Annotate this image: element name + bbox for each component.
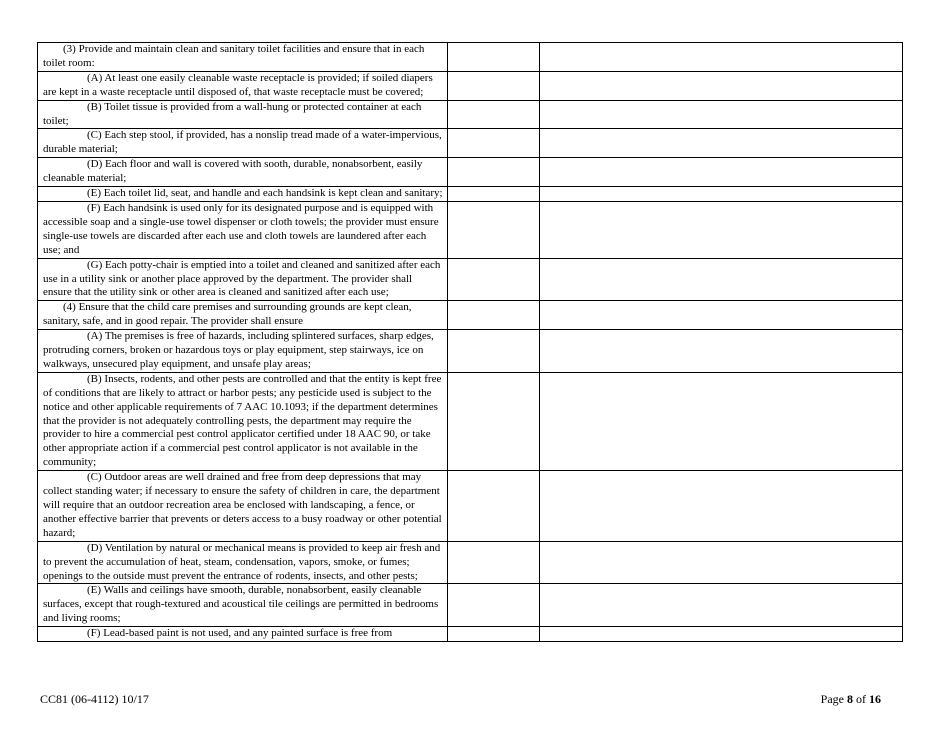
- comments-cell[interactable]: [540, 258, 903, 301]
- table-row: [38, 372, 903, 470]
- requirement-cell: [38, 43, 448, 72]
- requirement-cell: [38, 201, 448, 258]
- compliance-cell[interactable]: [448, 71, 540, 100]
- comments-cell[interactable]: [540, 187, 903, 202]
- comments-cell[interactable]: [540, 584, 903, 627]
- requirement-cell: [38, 541, 448, 584]
- compliance-cell[interactable]: [448, 187, 540, 202]
- compliance-cell[interactable]: [448, 258, 540, 301]
- compliance-cell[interactable]: [448, 471, 540, 542]
- comments-cell[interactable]: [540, 100, 903, 129]
- compliance-cell[interactable]: [448, 541, 540, 584]
- table-row: [38, 471, 903, 542]
- compliance-cell[interactable]: [448, 129, 540, 158]
- table-row: [38, 201, 903, 258]
- requirement-cell: [38, 372, 448, 470]
- requirement-text: (D) Ventilation by natural or mechanical means is provided to keep air fresh and to prevent the accumulation of heat, steam, condensation, vapors, smoke, or fumes; openings to the outside must prevent the entrance of rodents, insects, and other pests;: [43, 541, 441, 582]
- table-row: [38, 541, 903, 584]
- compliance-cell[interactable]: [448, 43, 540, 72]
- comments-cell[interactable]: [540, 372, 903, 470]
- table-row: [38, 258, 903, 301]
- compliance-cell[interactable]: [448, 330, 540, 373]
- compliance-cell[interactable]: [448, 100, 540, 129]
- compliance-cell[interactable]: [448, 584, 540, 627]
- requirement-text: (A) At least one easily cleanable waste receptacle is provided; if soiled diapers are kept in a waste receptacle until disposed of, that waste receptacle must be covered;: [43, 71, 433, 98]
- table-row: [38, 71, 903, 100]
- requirement-cell: [38, 301, 448, 330]
- regulation-table-body: [38, 43, 903, 642]
- comments-cell[interactable]: [540, 158, 903, 187]
- compliance-cell[interactable]: [448, 627, 540, 642]
- form-id: CC81 (06-4112) 10/17: [40, 692, 149, 706]
- table-row: [38, 301, 903, 330]
- comments-cell[interactable]: [540, 627, 903, 642]
- requirement-text: (F) Lead-based paint is not used, and any painted surface is free from: [87, 627, 393, 640]
- compliance-cell[interactable]: [448, 301, 540, 330]
- table-row: [38, 100, 903, 129]
- requirement-text: (E) Walls and ceilings have smooth, durable, nonabsorbent, easily cleanable surfaces, except that rough-textured and acoustical tile ceilings are permitted in bedrooms and living rooms;: [43, 584, 439, 625]
- page-of-label: of: [856, 692, 866, 706]
- requirement-cell: [38, 471, 448, 542]
- table-row: [38, 330, 903, 373]
- requirement-cell: [38, 584, 448, 627]
- requirement-cell: [38, 100, 448, 129]
- requirement-text: (F) Each handsink is used only for its designated purpose and is equipped with accessible soap and a single-use towel dispenser or cloth towels; the provider must ensure single-use towels are discarded after each use and cloth towels are laundered after each use; and: [43, 201, 439, 256]
- page-number: [821, 692, 881, 707]
- page-label: Page: [820, 692, 844, 706]
- comments-cell[interactable]: [540, 201, 903, 258]
- compliance-cell[interactable]: [448, 372, 540, 470]
- requirement-text: (B) Toilet tissue is provided from a wall-hung or protected container at each toilet;: [43, 100, 422, 127]
- table-row: [38, 187, 903, 202]
- requirement-cell: [38, 158, 448, 187]
- requirement-cell: [38, 71, 448, 100]
- requirement-cell: [38, 330, 448, 373]
- table-row: [38, 43, 903, 72]
- requirement-text: (C) Outdoor areas are well drained and free from deep depressions that may collect standing water; if necessary to ensure the safety of children in care, the department will require that an outdoor recreation area be enclosed with landscaping, a fence, or another effective barrier that prevents or deters access to a busy roadway or other potential hazard;: [43, 471, 442, 539]
- requirement-cell: [38, 627, 448, 642]
- requirement-text: (G) Each potty-chair is emptied into a toilet and cleaned and sanitized after each use in a utility sink or another place approved by the department. The provider shall ensure that the utility sink or other area is cleaned and sanitized after each use;: [43, 258, 441, 299]
- comments-cell[interactable]: [540, 71, 903, 100]
- comments-cell[interactable]: [540, 43, 903, 72]
- requirement-text: (B) Insects, rodents, and other pests are controlled and that the entity is kept free of conditions that are likely to attract or harbor pests; any pesticide used is subject to the notice and other applicable requirements of 7 AAC 10.1093; if the department determines that the provider is not adequately controlling pests, the department may require the provider to hire a commercial pest control applicator certified under 18 AAC 90, or take other appropriate action if a commercial pest control applicator is not available in the community;: [43, 372, 442, 469]
- compliance-cell[interactable]: [448, 158, 540, 187]
- page-current: 8: [847, 692, 853, 706]
- requirement-cell: [38, 258, 448, 301]
- requirement-cell: [38, 187, 448, 202]
- requirement-text: (E) Each toilet lid, seat, and handle and each handsink is kept clean and sanitary;: [87, 187, 443, 200]
- requirement-text: (A) The premises is free of hazards, including splintered surfaces, sharp edges, protruding corners, broken or hazardous toys or play equipment, step stairways, ice on walkways, unsecured play equipment, and unsafe play areas;: [43, 330, 434, 370]
- page-total: 16: [869, 692, 881, 706]
- requirement-text: (4) Ensure that the child care premises and surrounding grounds are kept clean, sanitary, safe, and in good repair. The provider shall ensure: [43, 301, 412, 328]
- table-row: [38, 158, 903, 187]
- comments-cell[interactable]: [540, 541, 903, 584]
- table-row: [38, 627, 903, 642]
- comments-cell[interactable]: [540, 330, 903, 373]
- requirement-text: (D) Each floor and wall is covered with sooth, durable, nonabsorbent, easily cleanable material;: [43, 158, 423, 185]
- requirement-cell: [38, 129, 448, 158]
- table-row: [38, 584, 903, 627]
- regulation-checklist-table: [37, 42, 903, 642]
- compliance-cell[interactable]: [448, 201, 540, 258]
- comments-cell[interactable]: [540, 129, 903, 158]
- comments-cell[interactable]: [540, 471, 903, 542]
- requirement-text: (3) Provide and maintain clean and sanitary toilet facilities and ensure that in each toilet room:: [43, 43, 425, 69]
- requirement-text: (C) Each step stool, if provided, has a nonslip tread made of a water-impervious, durable material;: [43, 129, 442, 156]
- comments-cell[interactable]: [540, 301, 903, 330]
- table-row: [38, 129, 903, 158]
